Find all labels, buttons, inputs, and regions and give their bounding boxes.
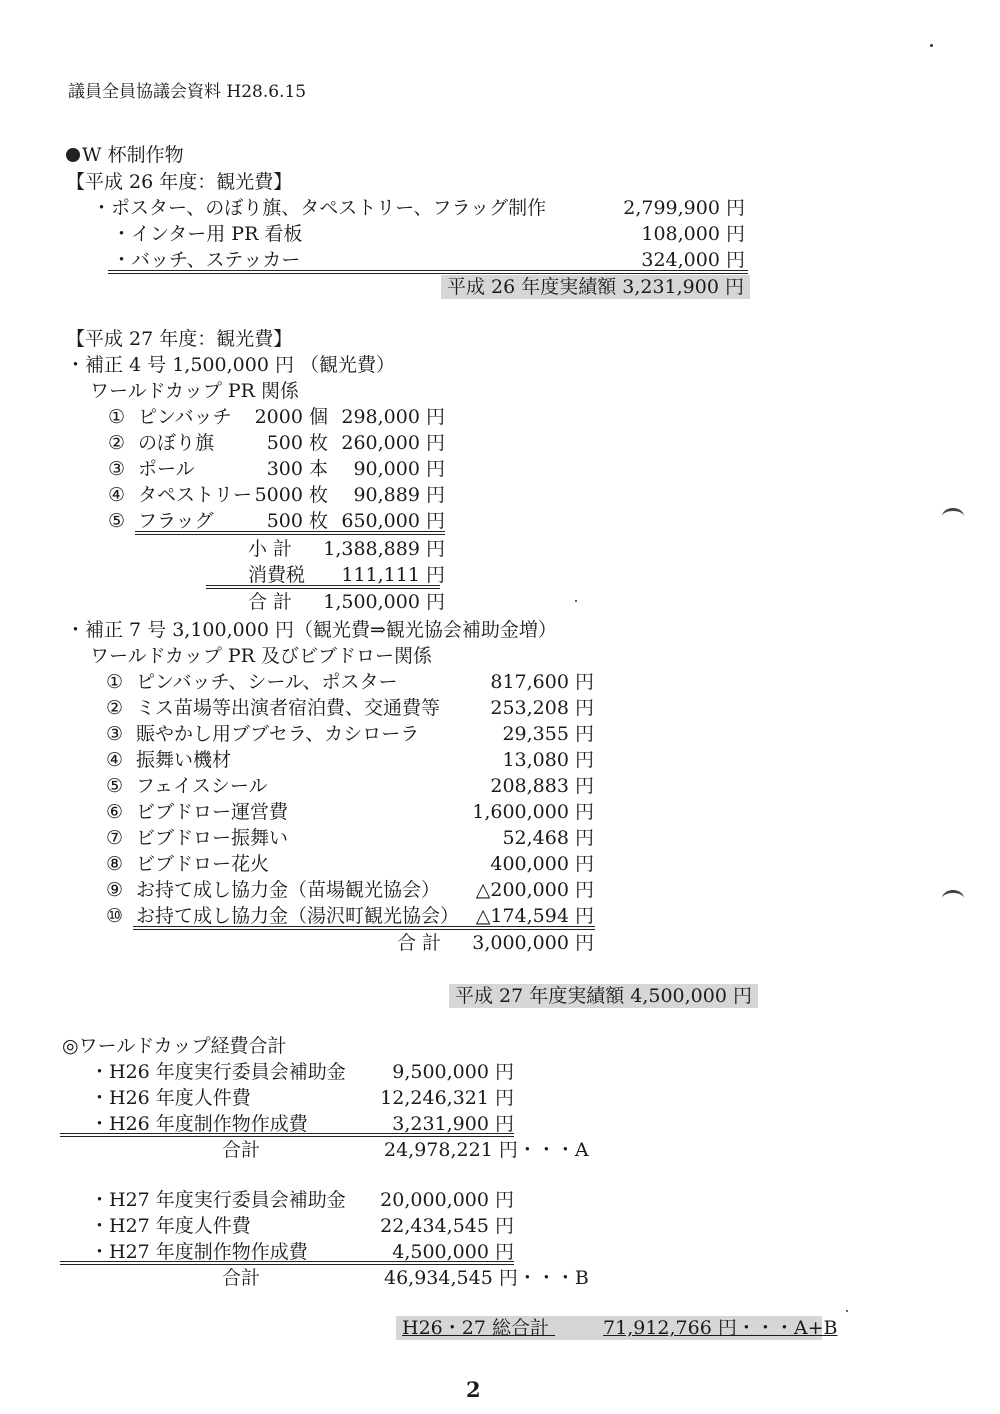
list-item-name: フラッグ <box>138 510 214 532</box>
grand-total-label: H26・27 総合計 <box>402 1317 549 1339</box>
list-item-name: 振舞い機材 <box>136 749 232 771</box>
list-item-amount: 90,889 円 <box>353 484 445 506</box>
scan-speck <box>930 44 933 47</box>
h26-item-amount: 2,799,900 円 <box>623 197 745 219</box>
summary-h26-amount: 9,500,000 円 <box>392 1061 514 1083</box>
grand-total: 71,912,766 円・・・A+B <box>603 1317 838 1339</box>
divider <box>60 1133 514 1137</box>
document-header: 議員全員協議会資料 H28.6.15 <box>68 82 307 102</box>
h26-item-amount: 108,000 円 <box>641 223 745 245</box>
hosei7-total-label: 合 計 <box>397 932 442 954</box>
list-item-amount: △174,594 円 <box>475 905 594 927</box>
list-item-amount: 13,080 円 <box>502 749 594 771</box>
soccer-ball-icon <box>66 148 80 162</box>
summary-title: ◎ワールドカップ経費合計 <box>62 1035 287 1057</box>
list-item-no: ② <box>108 432 126 454</box>
h26-item-amount: 324,000 円 <box>641 249 745 271</box>
summary-h27-label: ・H27 年度人件費 <box>90 1215 251 1237</box>
summary-h27-label: ・H27 年度実行委員会補助金 <box>90 1189 346 1211</box>
summary-h26-total-label: 合計 <box>222 1139 261 1161</box>
h27-heading: 【平成 27 年度：観光費】 <box>66 328 293 350</box>
list-item-amount: 90,000 円 <box>353 458 445 480</box>
hosei7-subtitle: ワールドカップ PR 及びビブドロー関係 <box>90 645 433 667</box>
list-item-qty: 5000 枚 <box>254 484 328 506</box>
list-item-name: ポール <box>138 458 195 480</box>
list-item-name: ビブドロー振舞い <box>136 827 289 849</box>
list-item-no: ⑧ <box>106 853 124 875</box>
list-item-name: フェイスシール <box>136 775 268 797</box>
list-item-no: ② <box>106 697 124 719</box>
list-item-name: ビブドロー運営費 <box>136 801 289 823</box>
summary-h27-amount: 20,000,000 円 <box>380 1189 514 1211</box>
list-item-name: ミス苗場等出演者宿泊費、交通費等 <box>136 697 441 719</box>
list-item-qty: 500 枚 <box>266 510 328 532</box>
hosei4-tax: 111,111 円 <box>341 564 445 586</box>
list-item-qty: 500 枚 <box>266 432 328 454</box>
list-item-amount: 29,355 円 <box>502 723 594 745</box>
divider <box>135 531 445 535</box>
h26-item-label: ・インター用 PR 看板 <box>112 223 303 245</box>
list-item-qty: 2000 個 <box>254 406 328 428</box>
list-item-amount: 253,208 円 <box>490 697 594 719</box>
h26-item-label: ・ポスター、のぼり旗、タペストリー、フラッグ制作 <box>92 197 547 219</box>
list-item-no: ⑦ <box>106 827 124 849</box>
list-item-no: ① <box>108 406 126 428</box>
list-item-name: 賑やかし用ブブセラ、カシローラ <box>136 723 420 745</box>
list-item-no: ⑤ <box>108 510 126 532</box>
list-item-name: ビブドロー花火 <box>136 853 270 875</box>
list-item-amount: 260,000 円 <box>341 432 445 454</box>
list-item-name: ピンバッチ <box>138 406 232 428</box>
list-item-name: のぼり旗 <box>138 432 215 454</box>
list-item-no: ⑩ <box>106 905 124 927</box>
summary-h27-amount: 4,500,000 円 <box>392 1241 514 1263</box>
list-item-amount: △200,000 円 <box>475 879 594 901</box>
divider <box>60 1261 514 1265</box>
list-item-no: ④ <box>106 749 124 771</box>
summary-h27-total: 46,934,545 円・・・B <box>384 1267 589 1289</box>
divider <box>133 926 595 930</box>
list-item-name: お持て成し協力金（湯沢町観光協会） <box>136 905 460 927</box>
list-item-no: ① <box>106 671 124 693</box>
summary-h27-total-label: 合計 <box>222 1267 261 1289</box>
divider <box>206 585 440 589</box>
binder-hole-mark <box>942 890 964 907</box>
page-number: 2 <box>466 1377 481 1402</box>
list-item-name: ピンバッチ、シール、ポスター <box>136 671 398 693</box>
scan-speck <box>575 600 577 602</box>
summary-h26-amount: 3,231,900 円 <box>392 1113 514 1135</box>
scan-speck <box>846 1310 848 1312</box>
list-item-qty: 300 本 <box>266 458 328 480</box>
list-item-amount: 400,000 円 <box>490 853 594 875</box>
hosei4-total: 1,500,000 円 <box>323 591 445 613</box>
hosei4-subtitle: ワールドカップ PR 関係 <box>90 380 300 402</box>
h26-total: 平成 26 年度実績額 3,231,900 円 <box>441 275 750 299</box>
h27-total: 平成 27 年度実績額 4,500,000 円 <box>449 984 758 1008</box>
list-item-name: お持て成し協力金（苗場観光協会） <box>136 879 441 901</box>
list-item-no: ③ <box>106 723 124 745</box>
list-item-no: ⑨ <box>106 879 124 901</box>
hosei4-subtotal: 1,388,889 円 <box>323 538 445 560</box>
summary-h27-amount: 22,434,545 円 <box>380 1215 514 1237</box>
list-item-amount: 208,883 円 <box>490 775 594 797</box>
divider <box>108 270 748 274</box>
summary-h26-total: 24,978,221 円・・・A <box>384 1139 589 1161</box>
list-item-no: ④ <box>108 484 126 506</box>
hosei4-title: ・補正 4 号 1,500,000 円 （観光費） <box>66 354 395 376</box>
grand-total-row <box>396 1316 838 1340</box>
summary-h26-amount: 12,246,321 円 <box>380 1087 514 1109</box>
summary-h26-label: ・H26 年度人件費 <box>90 1087 251 1109</box>
hosei7-total: 3,000,000 円 <box>472 932 594 954</box>
summary-h26-label: ・H26 年度制作物作成費 <box>90 1113 308 1135</box>
list-item-no: ③ <box>108 458 126 480</box>
summary-h26-label: ・H26 年度実行委員会補助金 <box>90 1061 346 1083</box>
list-item-amount: 650,000 円 <box>341 510 445 532</box>
list-item-amount: 52,468 円 <box>502 827 594 849</box>
list-item-name: タペストリー <box>138 484 253 506</box>
summary-h27-label: ・H27 年度制作物作成費 <box>90 1241 308 1263</box>
list-item-amount: 817,600 円 <box>490 671 594 693</box>
binder-hole-mark <box>942 508 964 525</box>
hosei4-total-label: 合 計 <box>248 591 293 613</box>
wcup-section-title: W 杯制作物 <box>66 143 184 167</box>
hosei4-tax-label: 消費税 <box>248 564 306 586</box>
list-item-no: ⑤ <box>106 775 124 797</box>
h26-heading: 【平成 26 年度：観光費】 <box>66 171 293 193</box>
list-item-no: ⑥ <box>106 801 124 823</box>
hosei4-subtotal-label: 小 計 <box>248 538 293 560</box>
list-item-amount: 298,000 円 <box>341 406 445 428</box>
hosei7-title: ・補正 7 号 3,100,000 円（観光費⇒観光協会補助金増） <box>66 619 557 641</box>
h26-item-label: ・バッチ、ステッカー <box>112 249 301 271</box>
list-item-amount: 1,600,000 円 <box>472 801 594 823</box>
